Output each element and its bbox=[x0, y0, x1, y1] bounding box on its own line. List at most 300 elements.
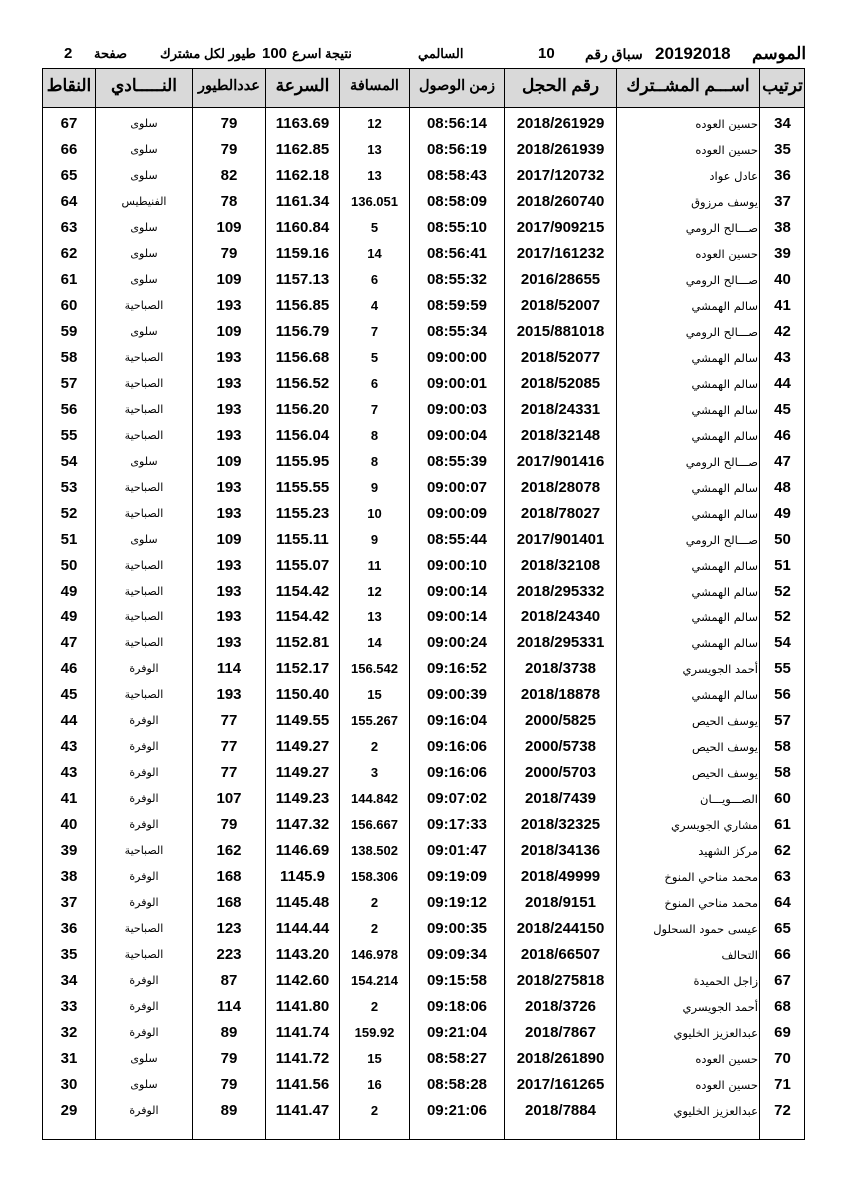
table-row bbox=[0, 682, 848, 708]
column-header-rank: ترتيب bbox=[762, 76, 803, 95]
distance-cell: 12 bbox=[367, 116, 382, 131]
bird-count-cell: 193 bbox=[216, 374, 242, 392]
club-cell: سلوى bbox=[130, 117, 158, 130]
arrival-time-cell: 09:21:04 bbox=[426, 1023, 488, 1041]
ring-number-cell: 2018/261939 bbox=[516, 141, 605, 158]
bird-count-cell: 193 bbox=[216, 426, 242, 444]
club-cell: الصباحية bbox=[124, 350, 164, 364]
points-cell: 56 bbox=[60, 400, 78, 418]
speed-cell: 1141.80 bbox=[275, 998, 330, 1015]
ring-number-cell: 2000/5703 bbox=[525, 764, 596, 782]
club-cell: الصباحية bbox=[124, 506, 164, 520]
club-cell: الوفرة bbox=[129, 974, 159, 987]
rank-cell: 57 bbox=[774, 712, 791, 730]
club-cell: سلوى bbox=[130, 272, 158, 286]
name-cell: سالم الهمشي bbox=[691, 610, 758, 625]
name-cell: سالم الهمشي bbox=[691, 376, 758, 391]
distance-cell: 159.92 bbox=[354, 1024, 395, 1040]
bird-count-cell: 162 bbox=[216, 842, 242, 860]
distance-cell: 13 bbox=[367, 167, 382, 183]
name-cell: سالم الهمشي bbox=[691, 636, 758, 651]
speed-cell: 1156.85 bbox=[275, 296, 330, 314]
page-label: صفحة bbox=[94, 46, 127, 61]
ring-number-cell: 2018/28078 bbox=[520, 478, 601, 496]
table-row bbox=[0, 786, 848, 812]
name-cell: صـــالح الرومي bbox=[685, 272, 758, 287]
name-cell: حسين العوده bbox=[695, 1077, 758, 1092]
points-cell: 65 bbox=[60, 166, 78, 184]
ring-number-cell: 2018/295331 bbox=[516, 634, 605, 652]
table-row bbox=[0, 345, 848, 371]
points-cell: 53 bbox=[60, 478, 78, 496]
table-row bbox=[0, 241, 848, 267]
arrival-time-cell: 08:58:09 bbox=[426, 192, 488, 210]
name-cell: أحمد الجويسري bbox=[682, 1000, 758, 1014]
speed-cell: 1162.85 bbox=[275, 141, 330, 158]
speed-cell: 1156.52 bbox=[275, 374, 330, 392]
name-cell: عبدالعزيز الخليوي bbox=[673, 1025, 758, 1040]
arrival-time-cell: 09:17:33 bbox=[426, 816, 488, 834]
club-cell: الوفرة bbox=[129, 662, 159, 676]
ring-number-cell: 2018/66507 bbox=[520, 946, 601, 963]
points-cell: 57 bbox=[60, 374, 78, 392]
distance-cell: 5 bbox=[370, 349, 379, 365]
column-header-arrival: زمن الوصول bbox=[418, 78, 496, 94]
bird-count-cell: 79 bbox=[220, 244, 238, 262]
table-row bbox=[0, 215, 848, 241]
rank-cell: 63 bbox=[774, 868, 791, 886]
points-cell: 36 bbox=[60, 920, 78, 938]
speed-cell: 1155.55 bbox=[275, 478, 330, 496]
arrival-time-cell: 09:00:04 bbox=[426, 426, 488, 444]
ring-number-cell: 2018/261929 bbox=[516, 115, 605, 132]
arrival-time-cell: 09:16:06 bbox=[426, 764, 488, 782]
name-cell: صـــالح الرومي bbox=[685, 454, 758, 469]
club-cell: الوفرة bbox=[129, 870, 159, 884]
rank-cell: 36 bbox=[774, 166, 791, 184]
distance-cell: 2 bbox=[370, 895, 379, 911]
bird-count-cell: 114 bbox=[216, 998, 242, 1015]
bird-count-cell: 77 bbox=[220, 764, 238, 782]
name-cell: يوسف الحيص bbox=[691, 766, 758, 781]
ring-number-cell: 2018/7867 bbox=[525, 1023, 596, 1041]
speed-cell: 1155.11 bbox=[276, 530, 329, 548]
bird-count-cell: 193 bbox=[216, 582, 242, 600]
rank-cell: 54 bbox=[774, 634, 791, 652]
rank-cell: 46 bbox=[774, 426, 791, 444]
ring-number-cell: 2018/7884 bbox=[525, 1101, 596, 1119]
bird-count-cell: 193 bbox=[216, 348, 242, 366]
table-row bbox=[0, 579, 848, 605]
ring-number-cell: 2018/32325 bbox=[520, 816, 601, 834]
club-cell: سلوى bbox=[130, 532, 158, 546]
points-cell: 54 bbox=[60, 452, 78, 470]
table-row bbox=[0, 163, 848, 189]
name-cell: سالم الهمشي bbox=[691, 558, 758, 573]
speed-cell: 1143.20 bbox=[275, 946, 330, 963]
bird-count-cell: 168 bbox=[216, 894, 242, 912]
points-cell: 39 bbox=[60, 842, 78, 860]
speed-cell: 1141.56 bbox=[275, 1075, 330, 1093]
distance-cell: 7 bbox=[370, 323, 379, 339]
distance-cell: 12 bbox=[367, 583, 382, 599]
club-cell: الصباحية bbox=[124, 558, 164, 572]
distance-cell: 155.267 bbox=[351, 713, 398, 729]
bird-count-cell: 223 bbox=[216, 946, 242, 963]
arrival-time-cell: 08:55:34 bbox=[426, 322, 488, 340]
distance-cell: 16 bbox=[367, 1076, 382, 1092]
name-cell: حسين العوده bbox=[695, 143, 758, 157]
race-number: 10 bbox=[538, 45, 555, 62]
distance-cell: 15 bbox=[367, 1050, 382, 1066]
speed-cell: 1156.20 bbox=[275, 400, 330, 418]
club-cell: الصباحية bbox=[124, 480, 164, 494]
rank-cell: 49 bbox=[774, 504, 791, 522]
distance-cell: 2 bbox=[370, 739, 379, 755]
name-cell: التحالف bbox=[721, 948, 758, 962]
club-cell: الفنيطيس bbox=[121, 194, 167, 208]
arrival-time-cell: 08:56:14 bbox=[426, 115, 488, 132]
ring-number-cell: 2017/901401 bbox=[516, 530, 605, 548]
bird-count-cell: 79 bbox=[220, 1075, 238, 1093]
name-cell: أحمد الجويسري bbox=[682, 662, 758, 677]
rank-cell: 48 bbox=[774, 478, 791, 496]
points-cell: 35 bbox=[60, 946, 78, 963]
rank-cell: 66 bbox=[774, 946, 791, 963]
ring-number-cell: 2018/52007 bbox=[520, 296, 601, 314]
result-label: نتيجة اسرع bbox=[292, 46, 352, 61]
arrival-time-cell: 09:21:06 bbox=[426, 1101, 488, 1119]
ring-number-cell: 2017/120732 bbox=[516, 166, 605, 184]
season-label: الموسم bbox=[752, 44, 807, 63]
rank-cell: 51 bbox=[774, 556, 791, 574]
points-cell: 59 bbox=[60, 322, 78, 340]
arrival-time-cell: 09:00:00 bbox=[426, 348, 488, 366]
bird-count-cell: 77 bbox=[220, 738, 238, 756]
table-row bbox=[0, 916, 848, 942]
speed-cell: 1149.23 bbox=[275, 790, 330, 808]
club-cell: سلوى bbox=[130, 1077, 158, 1091]
ring-number-cell: 2018/32148 bbox=[520, 426, 601, 444]
points-cell: 52 bbox=[60, 504, 78, 522]
name-cell: سالم الهمشي bbox=[691, 688, 758, 703]
points-cell: 29 bbox=[60, 1101, 78, 1119]
name-cell: الصـــويـــان bbox=[700, 792, 758, 807]
rank-cell: 71 bbox=[774, 1075, 791, 1093]
club-cell: الصباحية bbox=[124, 428, 164, 442]
name-cell: زاجل الحميدة bbox=[693, 974, 758, 988]
arrival-time-cell: 08:56:41 bbox=[426, 244, 488, 262]
club-cell: الوفرة bbox=[129, 1025, 159, 1039]
points-cell: 51 bbox=[60, 530, 78, 548]
distance-cell: 2 bbox=[370, 1102, 379, 1118]
rank-cell: 72 bbox=[774, 1101, 791, 1119]
bird-count-cell: 79 bbox=[220, 115, 238, 132]
speed-cell: 1141.72 bbox=[275, 1049, 330, 1067]
points-cell: 44 bbox=[60, 712, 78, 730]
ring-number-cell: 2000/5738 bbox=[525, 738, 596, 756]
bird-count-cell: 82 bbox=[220, 166, 238, 184]
speed-cell: 1156.04 bbox=[275, 426, 330, 444]
speed-cell: 1150.40 bbox=[275, 686, 330, 704]
club-cell: سلوى bbox=[130, 246, 158, 260]
name-cell: سالم الهمشي bbox=[691, 480, 758, 495]
distance-cell: 8 bbox=[370, 427, 379, 443]
arrival-time-cell: 08:58:43 bbox=[426, 166, 488, 184]
rank-cell: 55 bbox=[774, 660, 791, 678]
club-cell: الوفرة bbox=[129, 714, 159, 728]
column-header-club: النـــــادي bbox=[111, 76, 177, 95]
ring-number-cell: 2017/161232 bbox=[516, 244, 605, 262]
points-cell: 60 bbox=[60, 296, 78, 314]
arrival-time-cell: 09:00:24 bbox=[426, 634, 488, 652]
name-cell: مشاري الجويسري bbox=[670, 818, 758, 833]
rank-cell: 58 bbox=[774, 738, 791, 756]
table-row bbox=[0, 371, 848, 397]
ring-number-cell: 2018/52085 bbox=[520, 374, 601, 392]
arrival-time-cell: 09:18:06 bbox=[426, 998, 488, 1015]
arrival-time-cell: 09:00:03 bbox=[426, 400, 488, 418]
distance-cell: 14 bbox=[367, 635, 382, 651]
table-row bbox=[0, 553, 848, 579]
column-header-points: النقاط bbox=[46, 76, 92, 95]
table-row bbox=[0, 423, 848, 449]
column-header-birds: عددالطيور bbox=[198, 78, 260, 94]
table-row bbox=[0, 137, 848, 163]
arrival-time-cell: 09:16:52 bbox=[426, 660, 488, 678]
bird-count-cell: 193 bbox=[216, 478, 242, 496]
arrival-time-cell: 08:58:27 bbox=[426, 1049, 488, 1067]
club-cell: سلوى bbox=[130, 454, 158, 468]
distance-cell: 9 bbox=[370, 531, 379, 547]
column-header-name: اســـم المشــترك bbox=[626, 76, 750, 95]
distance-cell: 8 bbox=[370, 453, 379, 469]
bird-count-cell: 109 bbox=[216, 218, 242, 236]
name-cell: محمد مناحي المنوخ bbox=[664, 896, 758, 911]
speed-cell: 1161.34 bbox=[275, 192, 330, 210]
table-row bbox=[0, 527, 848, 553]
distance-cell: 3 bbox=[370, 765, 379, 781]
rank-cell: 37 bbox=[774, 192, 791, 210]
speed-cell: 1147.32 bbox=[275, 816, 330, 834]
arrival-time-cell: 08:55:39 bbox=[426, 452, 488, 470]
rank-cell: 40 bbox=[774, 270, 791, 288]
distance-cell: 6 bbox=[370, 375, 379, 391]
bird-count-cell: 193 bbox=[216, 634, 242, 652]
distance-cell: 9 bbox=[370, 479, 379, 495]
table-row bbox=[0, 630, 848, 656]
speed-cell: 1163.69 bbox=[275, 115, 330, 132]
name-cell: حسين العوده bbox=[695, 117, 758, 131]
points-cell: 50 bbox=[60, 556, 78, 574]
ring-number-cell: 2015/881018 bbox=[516, 322, 605, 340]
bird-count-cell: 193 bbox=[216, 556, 242, 574]
club-cell: سلوى bbox=[130, 1051, 158, 1065]
name-cell: يوسف مرزوق bbox=[691, 194, 758, 209]
arrival-time-cell: 09:00:35 bbox=[426, 920, 488, 938]
distance-cell: 156.667 bbox=[351, 817, 398, 833]
distance-cell: 10 bbox=[367, 505, 382, 521]
club-cell: الصباحية bbox=[124, 610, 164, 624]
rank-cell: 42 bbox=[774, 322, 791, 340]
name-cell: صـــالح الرومي bbox=[685, 220, 758, 235]
bird-count-cell: 193 bbox=[216, 686, 242, 704]
arrival-time-cell: 09:19:12 bbox=[426, 894, 488, 912]
points-cell: 32 bbox=[60, 1023, 78, 1041]
bird-count-cell: 77 bbox=[220, 712, 238, 730]
club-cell: الصباحية bbox=[124, 376, 164, 390]
bird-count-cell: 109 bbox=[216, 322, 242, 340]
arrival-time-cell: 09:15:58 bbox=[426, 972, 488, 989]
rank-cell: 44 bbox=[774, 374, 791, 392]
table-row bbox=[0, 994, 848, 1020]
table-row bbox=[0, 890, 848, 916]
points-cell: 49 bbox=[60, 582, 78, 600]
arrival-time-cell: 08:59:59 bbox=[426, 296, 488, 314]
club-cell: الوفرة bbox=[129, 792, 159, 806]
bird-count-cell: 193 bbox=[216, 504, 242, 522]
bird-count-cell: 89 bbox=[220, 1023, 238, 1041]
bird-count-cell: 89 bbox=[220, 1101, 238, 1119]
arrival-time-cell: 09:00:01 bbox=[426, 374, 488, 392]
ring-number-cell: 2016/28655 bbox=[520, 270, 601, 288]
bird-count-cell: 193 bbox=[216, 400, 242, 418]
name-cell: عيسى حمود السحلول bbox=[653, 922, 758, 937]
name-cell: صـــالح الرومي bbox=[685, 532, 758, 547]
club-cell: سلوى bbox=[130, 168, 158, 182]
table-row bbox=[0, 397, 848, 423]
points-cell: 30 bbox=[60, 1075, 78, 1093]
distance-cell: 11 bbox=[367, 557, 382, 573]
name-cell: محمد مناحي المنوخ bbox=[664, 870, 758, 885]
table-row bbox=[0, 942, 848, 968]
club-cell: سلوى bbox=[130, 143, 158, 156]
rank-cell: 60 bbox=[774, 790, 791, 808]
table-row bbox=[0, 656, 848, 682]
distance-cell: 15 bbox=[367, 687, 382, 703]
name-cell: يوسف الحيص bbox=[691, 740, 758, 755]
table-row bbox=[0, 1020, 848, 1046]
points-cell: 34 bbox=[60, 972, 78, 989]
table-row bbox=[0, 449, 848, 475]
race-label: سباق رقم bbox=[585, 46, 643, 62]
club-cell: الصباحية bbox=[124, 402, 164, 416]
speed-cell: 1141.47 bbox=[275, 1101, 330, 1119]
rank-cell: 50 bbox=[774, 530, 791, 548]
points-cell: 40 bbox=[60, 816, 78, 834]
table-row bbox=[0, 293, 848, 319]
ring-number-cell: 2018/3726 bbox=[525, 998, 596, 1015]
rank-cell: 56 bbox=[774, 686, 791, 704]
rank-cell: 62 bbox=[774, 842, 791, 860]
table-row bbox=[0, 267, 848, 293]
ring-number-cell: 2018/3738 bbox=[525, 660, 596, 678]
ring-number-cell: 2017/909215 bbox=[516, 218, 605, 236]
speed-cell: 1141.74 bbox=[275, 1023, 330, 1041]
bird-count-cell: 193 bbox=[216, 608, 242, 626]
bird-count-cell: 109 bbox=[216, 530, 242, 548]
speed-cell: 1155.23 bbox=[275, 504, 330, 522]
points-cell: 62 bbox=[60, 244, 78, 262]
ring-number-cell: 2018/261890 bbox=[516, 1049, 605, 1067]
ring-number-cell: 2018/34136 bbox=[520, 842, 601, 860]
rank-cell: 52 bbox=[774, 582, 791, 600]
distance-cell: 2 bbox=[370, 999, 379, 1014]
bird-count-cell: 79 bbox=[220, 816, 238, 834]
table-row bbox=[0, 708, 848, 734]
table-row bbox=[0, 1046, 848, 1072]
distance-cell: 6 bbox=[370, 271, 379, 287]
name-cell: سالم الهمشي bbox=[691, 402, 758, 417]
points-cell: 55 bbox=[60, 426, 78, 444]
ring-number-cell: 2018/7439 bbox=[525, 790, 596, 808]
bird-count-cell: 79 bbox=[220, 141, 238, 158]
column-header-distance: المسافة bbox=[350, 78, 399, 94]
rank-cell: 39 bbox=[774, 244, 791, 262]
arrival-time-cell: 09:00:39 bbox=[426, 686, 488, 704]
speed-cell: 1149.55 bbox=[275, 712, 330, 730]
ring-number-cell: 2018/24340 bbox=[520, 608, 601, 626]
rank-cell: 61 bbox=[774, 816, 791, 834]
club-cell: الوفرة bbox=[129, 896, 159, 910]
ring-number-cell: 2000/5825 bbox=[525, 712, 596, 730]
rank-cell: 45 bbox=[774, 400, 791, 418]
club-cell: سلوى bbox=[130, 220, 158, 234]
points-cell: 37 bbox=[60, 894, 78, 912]
table-row bbox=[0, 812, 848, 838]
points-cell: 46 bbox=[60, 660, 78, 678]
ring-number-cell: 2017/161265 bbox=[516, 1075, 605, 1093]
points-cell: 66 bbox=[60, 141, 78, 158]
ring-number-cell: 2018/9151 bbox=[525, 894, 596, 912]
name-cell: يوسف الحيص bbox=[691, 714, 758, 729]
arrival-time-cell: 09:00:14 bbox=[426, 582, 488, 600]
rank-cell: 41 bbox=[774, 296, 791, 314]
arrival-time-cell: 09:00:14 bbox=[426, 608, 488, 626]
club-cell: الوفرة bbox=[129, 1000, 159, 1013]
speed-cell: 1142.60 bbox=[275, 972, 330, 989]
rank-cell: 34 bbox=[774, 115, 791, 132]
club-cell: الوفرة bbox=[129, 740, 159, 754]
speed-cell: 1157.13 bbox=[275, 270, 330, 288]
name-cell: حسين العوده bbox=[695, 246, 758, 261]
distance-cell: 5 bbox=[370, 219, 379, 235]
rank-cell: 70 bbox=[774, 1049, 791, 1067]
rank-cell: 65 bbox=[774, 920, 791, 938]
bird-count-cell: 114 bbox=[216, 660, 242, 678]
column-header-speed: السرعة bbox=[275, 76, 330, 95]
name-cell: سالم الهمشي bbox=[691, 506, 758, 521]
rank-cell: 52 bbox=[774, 608, 791, 626]
ring-number-cell: 2018/295332 bbox=[516, 582, 605, 600]
distance-cell: 4 bbox=[370, 297, 379, 313]
table-row bbox=[0, 968, 848, 994]
bird-count-cell: 109 bbox=[216, 452, 242, 470]
speed-cell: 1159.16 bbox=[275, 244, 330, 262]
speed-cell: 1155.07 bbox=[275, 556, 330, 574]
arrival-time-cell: 09:00:07 bbox=[426, 478, 488, 496]
rank-cell: 64 bbox=[774, 894, 791, 912]
speed-cell: 1149.27 bbox=[275, 764, 330, 782]
rank-cell: 43 bbox=[774, 348, 791, 366]
distance-cell: 156.542 bbox=[351, 661, 398, 677]
name-cell: مركز الشهيد bbox=[698, 844, 758, 859]
ring-number-cell: 2018/49999 bbox=[520, 868, 601, 886]
distance-cell: 154.214 bbox=[351, 973, 398, 988]
ring-number-cell: 2018/78027 bbox=[520, 504, 601, 522]
club-cell: الوفرة bbox=[129, 1103, 159, 1117]
points-cell: 49 bbox=[60, 608, 78, 626]
